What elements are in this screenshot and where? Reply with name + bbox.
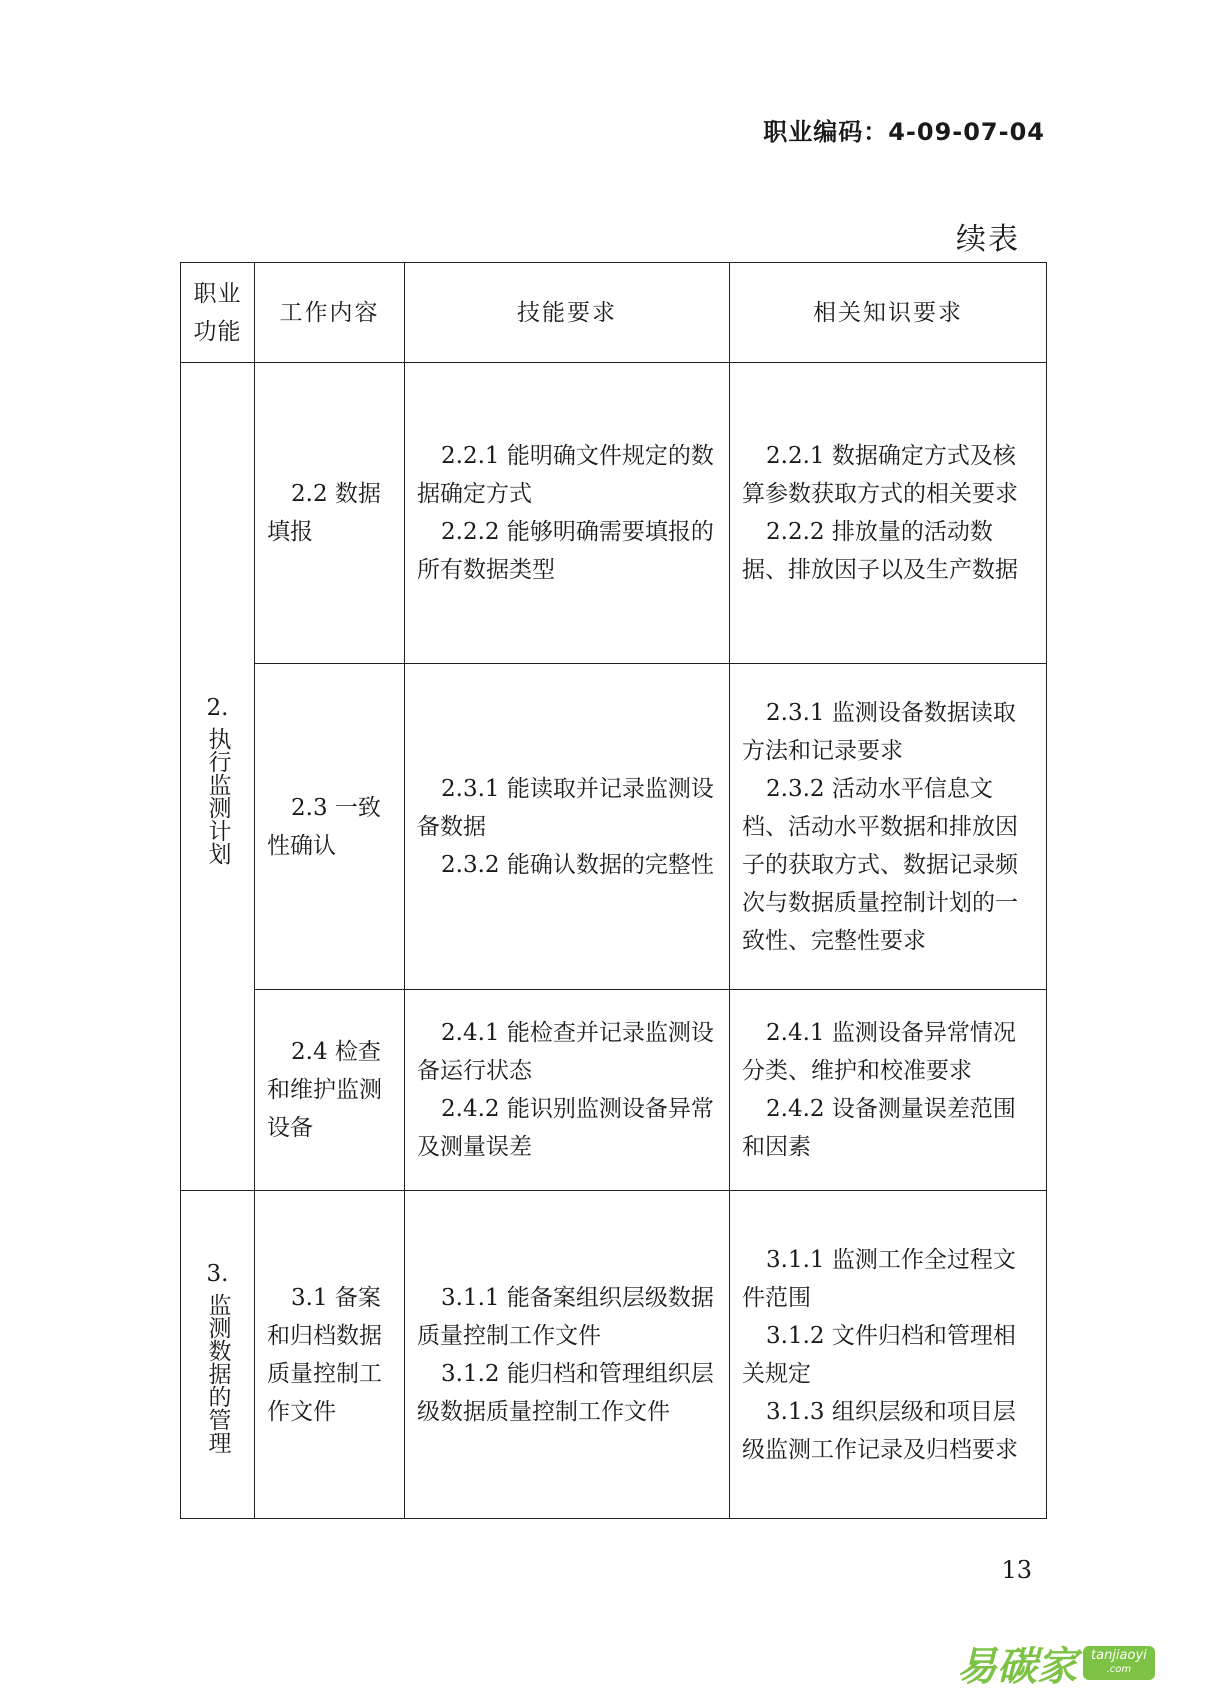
function-label: 执行监测计划 <box>204 726 231 865</box>
skill-item: 3.1.2 能归档和管理组织层级数据质量控制工作文件 <box>417 1360 714 1425</box>
table-row <box>181 990 1047 1191</box>
watermark-sub: tanjiaoyi <box>1091 1648 1147 1663</box>
skills-table <box>180 262 1047 1519</box>
work-content-cell <box>255 990 405 1191</box>
knowledge-cell <box>730 664 1047 990</box>
watermark-logo <box>957 1638 1192 1688</box>
knowledge-item: 2.4.2 设备测量误差范围和因素 <box>742 1096 1016 1160</box>
knowledge-item: 2.2.1 数据确定方式及核算参数获取方式的相关要求 <box>742 443 1018 507</box>
table-row <box>181 1191 1047 1519</box>
header-function: 职业功能 <box>181 263 255 363</box>
knowledge-item: 2.2.2 排放量的活动数据、排放因子以及生产数据 <box>742 519 1018 583</box>
knowledge-item: 3.1.1 监测工作全过程文件范围 <box>742 1246 1016 1311</box>
occupation-code: 职业编码：4-09-07-04 <box>763 118 1045 146</box>
skill-item: 2.2.2 能够明确需要填报的所有数据类型 <box>417 519 714 583</box>
skills-cell <box>405 664 730 990</box>
watermark-text: 易碳家 <box>957 1643 1077 1690</box>
table-header-row <box>181 263 1047 363</box>
knowledge-item: 3.1.2 文件归档和管理相关规定 <box>742 1322 1016 1387</box>
watermark-domain: .com <box>1106 1664 1132 1675</box>
function-number: 2. <box>206 694 229 721</box>
skills-cell <box>405 363 730 664</box>
knowledge-item: 2.3.2 活动水平信息文档、活动水平数据和排放因子的获取方式、数据记录频次与数据质量控制计划的一致性、完整性要求 <box>742 775 1018 954</box>
work-content: 2.2 数据填报 <box>267 481 381 545</box>
work-content-cell <box>255 1191 405 1519</box>
watermark-badge <box>1083 1646 1155 1680</box>
work-content-cell <box>255 363 405 664</box>
function-cell <box>181 1191 255 1519</box>
header-content: 工作内容 <box>255 263 405 363</box>
skill-item: 2.4.1 能检查并记录监测设备运行状态 <box>417 1020 714 1084</box>
page-number: 13 <box>1001 1556 1032 1584</box>
skills-cell <box>405 990 730 1191</box>
skill-item: 3.1.1 能备案组织层级数据质量控制工作文件 <box>417 1284 714 1349</box>
header-knowledge: 相关知识要求 <box>730 263 1047 363</box>
skill-item: 2.3.2 能确认数据的完整性 <box>441 851 714 878</box>
work-content: 2.4 检查和维护监测设备 <box>267 1039 382 1141</box>
function-label: 监测数据的管理 <box>204 1293 231 1454</box>
knowledge-item: 2.3.1 监测设备数据读取方法和记录要求 <box>742 699 1016 764</box>
skill-item: 2.2.1 能明确文件规定的数据确定方式 <box>417 443 714 507</box>
knowledge-item: 3.1.3 组织层级和项目层级监测工作记录及归档要求 <box>742 1398 1018 1463</box>
header-skills: 技能要求 <box>405 263 730 363</box>
table-row <box>181 664 1047 990</box>
table-row <box>181 363 1047 664</box>
knowledge-cell <box>730 363 1047 664</box>
skills-cell <box>405 1191 730 1519</box>
knowledge-item: 2.4.1 监测设备异常情况分类、维护和校准要求 <box>742 1020 1016 1084</box>
function-number: 3. <box>206 1261 229 1287</box>
continued-label: 续表 <box>956 222 1020 257</box>
work-content: 2.3 一致性确认 <box>267 794 381 859</box>
knowledge-cell <box>730 990 1047 1191</box>
function-cell <box>181 363 255 1191</box>
work-content: 3.1 备案和归档数据质量控制工作文件 <box>267 1284 382 1425</box>
knowledge-cell <box>730 1191 1047 1519</box>
skill-item: 2.4.2 能识别监测设备异常及测量误差 <box>417 1096 714 1160</box>
work-content-cell <box>255 664 405 990</box>
skill-item: 2.3.1 能读取并记录监测设备数据 <box>417 775 714 840</box>
